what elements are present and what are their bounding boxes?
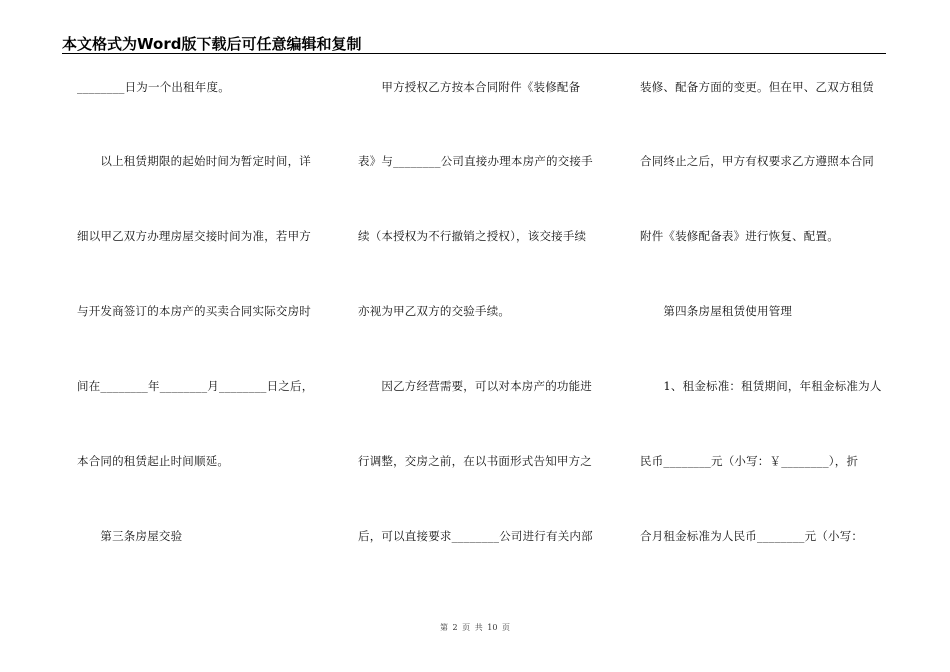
text-line: 本合同的租赁起止时间顺延。: [77, 454, 230, 468]
text-line: 合月租金标准为人民币________元（小写：: [640, 529, 864, 543]
text-line: 1、租金标准：租赁期间，年租金标准为人: [640, 379, 882, 393]
text-line: 附件《装修配备表》进行恢复、配置。: [640, 229, 839, 243]
document-header-title: 本文格式为Word版下载后可任意编辑和复制: [62, 35, 362, 53]
text-line: 合同终止之后，甲方有权要求乙方遵照本合同: [640, 154, 874, 168]
text-line: 因乙方经营需要，可以对本房产的功能进: [358, 379, 592, 393]
text-line: 第三条房屋交验: [77, 529, 183, 543]
text-line: 以上租赁期限的起始时间为暂定时间，详: [77, 154, 311, 168]
header-divider: [62, 53, 886, 54]
text-line: 甲方授权乙方按本合同附件《装修配备: [358, 80, 581, 94]
text-line: 第四条房屋租赁使用管理: [640, 304, 793, 318]
text-line: 后，可以直接要求________公司进行有关内部: [358, 529, 593, 543]
text-line: 续（本授权为不行撤销之授权），该交接手续: [358, 229, 587, 243]
text-line: 细以甲乙双方办理房屋交接时间为准，若甲方: [77, 229, 311, 243]
text-line: 民币________元（小写：￥________），折: [640, 454, 859, 468]
page-number: 第 2 页 共 10 页: [440, 623, 510, 632]
text-line: 间在________年________月________日之后，: [77, 379, 314, 393]
text-line: 表》与________公司直接办理本房产的交接手: [358, 154, 593, 168]
text-line: 与开发商签订的本房产的买卖合同实际交房时: [77, 304, 311, 318]
text-line: ________日为一个出租年度。: [77, 80, 230, 94]
text-line: 行调整，交房之前，在以书面形式告知甲方之: [358, 454, 592, 468]
text-line: 亦视为甲乙双方的交验手续。: [358, 304, 511, 318]
text-line: 装修、配备方面的变更。但在甲、乙双方租赁: [640, 80, 874, 94]
